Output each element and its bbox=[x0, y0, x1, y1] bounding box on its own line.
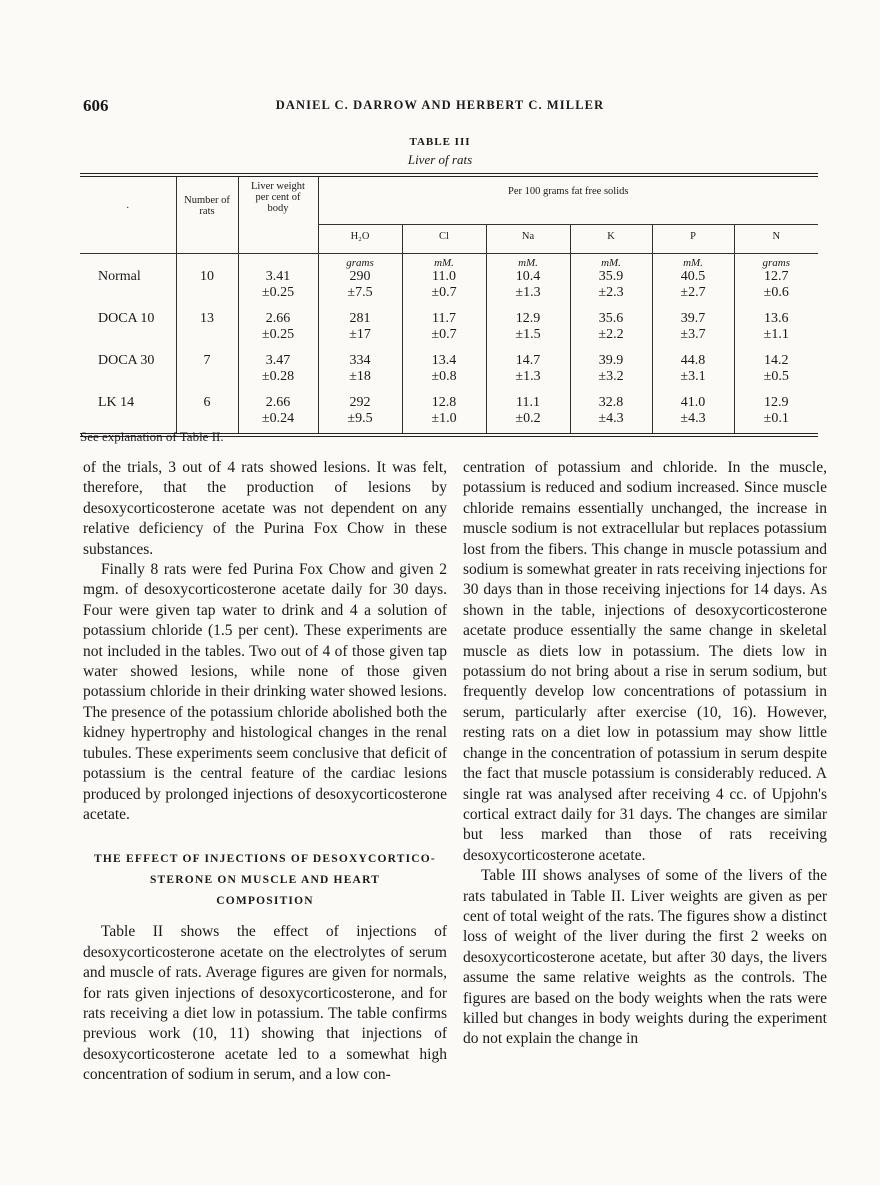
header-h2o: H₂O bbox=[318, 225, 402, 254]
table-caption: Liver of rats bbox=[407, 152, 473, 167]
table-row bbox=[80, 395, 818, 433]
table-body bbox=[80, 269, 818, 433]
cell-mean: 11.7 bbox=[432, 311, 456, 326]
table-row bbox=[80, 353, 818, 395]
cell-deviation: ±0.6 bbox=[763, 285, 789, 300]
cell-liver-weight bbox=[238, 353, 318, 395]
cell-mean: 11.1 bbox=[516, 395, 540, 410]
header-k: K bbox=[570, 225, 652, 254]
row-label: DOCA 10 bbox=[98, 311, 155, 326]
cell-liver-weight bbox=[238, 269, 318, 311]
cell-deviation: ±3.1 bbox=[680, 369, 706, 384]
cell-mean: 39.7 bbox=[680, 311, 706, 326]
cell-mean: 12.9 bbox=[515, 311, 541, 326]
cell-mean: 13.6 bbox=[764, 311, 789, 326]
cell-h2o bbox=[318, 395, 402, 433]
cell-mean: 39.9 bbox=[598, 353, 624, 368]
liver-table bbox=[80, 177, 818, 433]
cell-mean: 10.4 bbox=[515, 269, 541, 284]
cell-k bbox=[570, 311, 652, 353]
cell-mean: 14.7 bbox=[515, 353, 541, 368]
cell-na bbox=[486, 395, 570, 433]
cell-h2o bbox=[318, 269, 402, 311]
cell-p bbox=[652, 395, 734, 433]
header-liver-weight: Liver weight per cent of body bbox=[238, 177, 318, 254]
cell-deviation: ±3.2 bbox=[598, 369, 624, 384]
data-table-container bbox=[80, 173, 818, 437]
cell-mean: 12.9 bbox=[764, 395, 789, 410]
cell-deviation: ±17 bbox=[349, 327, 371, 342]
unit-n: grams bbox=[734, 254, 818, 270]
unit-p: mM. bbox=[652, 254, 734, 270]
left-paragraph-1: of the trials, 3 out of 4 rats showed lesions. It was felt, therefore, that the production of lesions by desoxycorticosterone acetate was not dependent on any relative deficiency of the Purina Fox Chow in these substances. bbox=[83, 459, 447, 558]
unit-cl: mM. bbox=[402, 254, 486, 270]
cell-cl bbox=[402, 311, 486, 353]
cell-mean: 290 bbox=[349, 269, 371, 284]
cell-mean: 3.41 bbox=[265, 269, 291, 284]
header-cl: Cl bbox=[402, 225, 486, 254]
cell-deviation: ±1.3 bbox=[515, 285, 541, 300]
header-na: Na bbox=[486, 225, 570, 254]
table-row bbox=[80, 311, 818, 353]
cell-p bbox=[652, 311, 734, 353]
cell-deviation: ±0.24 bbox=[261, 411, 295, 426]
cell-cl bbox=[402, 395, 486, 433]
cell-n bbox=[734, 395, 818, 433]
cell-deviation: ±3.7 bbox=[680, 327, 706, 342]
header-group: Per 100 grams fat free solids bbox=[318, 177, 818, 225]
cell-mean: 13.4 bbox=[431, 353, 457, 368]
cell-k bbox=[570, 269, 652, 311]
table-row bbox=[80, 269, 818, 311]
cell-deviation: ±4.3 bbox=[598, 411, 624, 426]
cell-deviation: ±18 bbox=[349, 369, 371, 384]
unit-h2o: grams bbox=[318, 254, 402, 270]
cell-p bbox=[652, 269, 734, 311]
table-label: TABLE III bbox=[409, 136, 471, 148]
cell-deviation: ±1.1 bbox=[763, 327, 789, 342]
left-paragraph-3: Table II shows the effect of injections of desoxycorticosterone acetate on the electrolytes of serum and muscle of rats. Average figures are given for normals, for rats given injections of desoxycorticosterone, and for rats receiving a diet low in potassium. The table confirms previous work (10, 11) showing that injections of desoxycorticosterone acetate led to a somewhat high concentration of sodium in serum, and a low con- bbox=[83, 923, 447, 1084]
cell-deviation: ±2.3 bbox=[598, 285, 624, 300]
cell-mean: 2.66 bbox=[265, 395, 291, 410]
row-number-of-rats: 6 bbox=[176, 395, 238, 433]
corner-cell: · bbox=[80, 177, 176, 254]
cell-deviation: ±2.7 bbox=[680, 285, 706, 300]
header-number: Number of rats bbox=[176, 177, 238, 254]
cell-liver-weight bbox=[238, 395, 318, 433]
row-number-of-rats: 13 bbox=[176, 311, 238, 353]
cell-deviation: ±1.3 bbox=[515, 369, 541, 384]
row-label: Normal bbox=[98, 269, 141, 284]
section-heading-line-2: STERONE ON MUSCLE AND HEART bbox=[149, 874, 381, 887]
right-paragraph-2: Table III shows analyses of some of the livers of the rats tabulated in Table II. Liver weights are given as per cent of total weight of the rats. The figures show a distinct loss of weight of the liver during the first 2 weeks on desoxycorticosterone acetate, but after 30 days, the livers assume the same relative weights as the controls. The figures are based on the body weights when the rats were killed but changes in body weights during the experiment do not explain the change in bbox=[463, 867, 827, 1048]
row-number-of-rats: 7 bbox=[176, 353, 238, 395]
cell-deviation: ±9.5 bbox=[347, 411, 373, 426]
cell-deviation: ±0.7 bbox=[431, 327, 457, 342]
cell-deviation: ±2.2 bbox=[598, 327, 624, 342]
cell-na bbox=[486, 353, 570, 395]
cell-cl bbox=[402, 269, 486, 311]
cell-n bbox=[734, 269, 818, 311]
cell-mean: 12.7 bbox=[764, 269, 789, 284]
cell-k bbox=[570, 395, 652, 433]
cell-p bbox=[652, 353, 734, 395]
cell-mean: 14.2 bbox=[764, 353, 789, 368]
page-number: 606 bbox=[83, 96, 109, 115]
unit-na: mM. bbox=[486, 254, 570, 270]
cell-h2o bbox=[318, 353, 402, 395]
cell-h2o bbox=[318, 311, 402, 353]
cell-mean: 35.9 bbox=[598, 269, 624, 284]
cell-mean: 292 bbox=[349, 395, 371, 410]
cell-deviation: ±0.5 bbox=[763, 369, 789, 384]
cell-mean: 41.0 bbox=[680, 395, 706, 410]
row-label: LK 14 bbox=[98, 395, 135, 410]
cell-mean: 281 bbox=[349, 311, 371, 326]
cell-deviation: ±0.2 bbox=[515, 411, 541, 426]
section-heading-line-1: THE EFFECT OF INJECTIONS OF DESOXYCORTICO- bbox=[94, 853, 436, 866]
units-row bbox=[80, 254, 818, 270]
cell-mean: 35.6 bbox=[598, 311, 624, 326]
cell-mean: 11.0 bbox=[432, 269, 456, 284]
cell-na bbox=[486, 311, 570, 353]
unit-k: mM. bbox=[570, 254, 652, 270]
cell-mean: 12.8 bbox=[431, 395, 457, 410]
running-head: DANIEL C. DARROW AND HERBERT C. MILLER bbox=[275, 98, 605, 112]
cell-cl bbox=[402, 353, 486, 395]
cell-deviation: ±1.5 bbox=[515, 327, 541, 342]
section-heading-line-3: COMPOSITION bbox=[216, 895, 314, 908]
cell-n bbox=[734, 311, 818, 353]
header-n: N bbox=[734, 225, 818, 254]
cell-deviation: ±7.5 bbox=[347, 285, 373, 300]
cell-k bbox=[570, 353, 652, 395]
cell-mean: 44.8 bbox=[680, 353, 706, 368]
cell-deviation: ±0.7 bbox=[431, 285, 457, 300]
left-paragraph-2: Finally 8 rats were fed Purina Fox Chow and given 2 mgm. of desoxycorticosterone acetate daily for 30 days. Four were given tap water to drink and 4 a solution of potassium chloride (1.5 per cent). These experiments are not included in the tables. Two out of 4 of those given tap water showed lesions, while none of those given potassium chloride in their drinking water showed lesions. The presence of the potassium chloride abolished both the kidney hypertrophy and histological changes in the renal tubules. These experiments seem conclusive that deficit of potassium is the central feature of the cardiac lesions produced by prolonged injections of desoxycorticosterone acetate. bbox=[83, 561, 447, 823]
cell-deviation: ±4.3 bbox=[680, 411, 706, 426]
cell-mean: 32.8 bbox=[598, 395, 624, 410]
right-column bbox=[463, 458, 827, 1050]
cell-mean: 40.5 bbox=[680, 269, 706, 284]
cell-deviation: ±0.25 bbox=[261, 285, 295, 300]
section-heading bbox=[83, 849, 447, 912]
cell-deviation: ±0.1 bbox=[763, 411, 789, 426]
cell-mean: 334 bbox=[349, 353, 371, 368]
cell-deviation: ±1.0 bbox=[431, 411, 457, 426]
cell-na bbox=[486, 269, 570, 311]
cell-liver-weight bbox=[238, 311, 318, 353]
right-paragraph-1: centration of potassium and chloride. In the muscle, potassium is reduced and sodium increased. Since muscle chloride remains essentially unchanged, the increase in muscle sodium is not extracellular but replaces potassium lost from the fibers. This change in muscle potassium and sodium is somewhat greater in rats receiving injections for 30 days than in those receiving injections for 14 days. As shown in the table, injections of desoxycorticosterone acetate produce essentially the same change in skeletal muscle as diets low in potassium. The diets low in potassium do not bring about a rise in serum sodium, but frequently develop low concentrations of potassium in serum, particularly after exercise (10, 16). However, resting rats on a diet low in potassium may show little change in the concentration of potassium in serum despite the fact that muscle potassium is considerably reduced. A single rat was analysed after receiving 4 cc. of Upjohn's cortical extract daily for 31 days. The changes are similar but less marked than those of rats receiving desoxycorticosterone acetate. bbox=[463, 459, 827, 864]
cell-deviation: ±0.28 bbox=[261, 369, 295, 384]
table-footnote: See explanation of Table II. bbox=[80, 429, 224, 444]
cell-deviation: ±0.8 bbox=[431, 369, 457, 384]
header-p: P bbox=[652, 225, 734, 254]
row-number-of-rats: 10 bbox=[176, 269, 238, 311]
cell-n bbox=[734, 353, 818, 395]
cell-deviation: ±0.25 bbox=[261, 327, 295, 342]
left-column bbox=[83, 458, 447, 1086]
cell-mean: 3.47 bbox=[265, 353, 291, 368]
row-label: DOCA 30 bbox=[98, 353, 155, 368]
cell-mean: 2.66 bbox=[265, 311, 291, 326]
